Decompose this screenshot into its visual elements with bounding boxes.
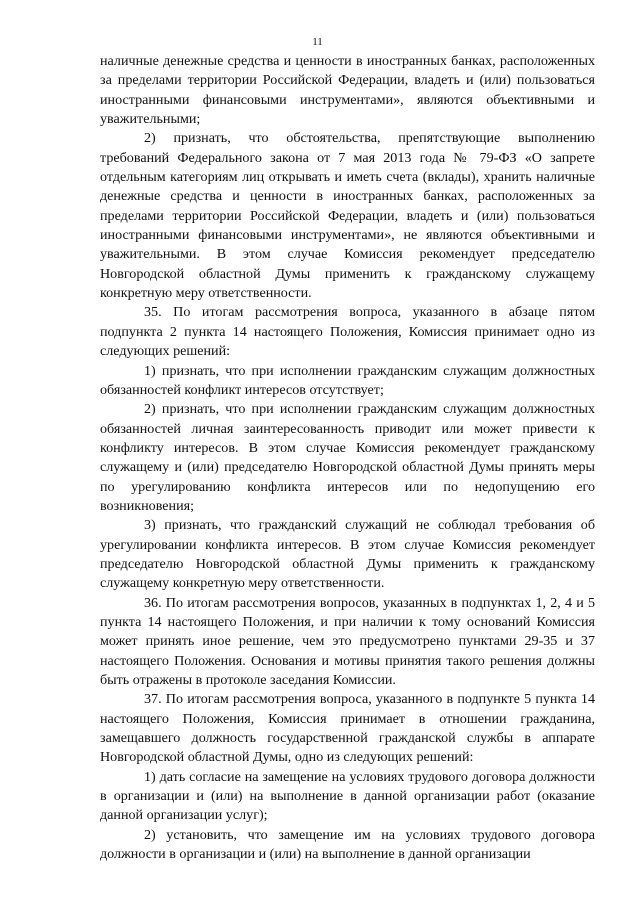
paragraph-37: 37. По итогам рассмотрения вопроса, указанного в подпункте 5 пункта 14 настоящего Положения, Комиссия принимает в отношении гражданина, замещавшего должность государственной гражданской службы в аппарате Новгородской областной Думы, одно из следующих решений: — [100, 691, 595, 766]
paragraph-continuation: наличные денежные средства и ценности в иностранных банках, расположенных за пределами территории Российской Федерации, владеть и (или) пользоваться иностранными финансовыми инструментами», являются объективными и уважительными; — [100, 53, 595, 128]
document-body — [100, 52, 595, 864]
page-number: 11 — [312, 36, 323, 48]
paragraph-35-item-3: 3) признать, что гражданский служащий не соблюдал требования об урегулировании конфликта интересов. В этом случае Комиссия рекомендует председателю Новгородской областной Думы применить к гражданскому служащему конкретную меру ответственности. — [100, 517, 595, 592]
paragraph-37-item-1: 1) дать согласие на замещение на условиях трудового договора должности в организации и (или) на выполнение в данной организации работ (оказание данной организации услуг); — [100, 768, 595, 824]
paragraph-35-item-2: 2) признать, что при исполнении гражданским служащим должностных обязанностей личная заинтересованность приводит или может привести к конфликту интересов. В этом случае Комиссия рекомендует гражданскому служащему и (или) председателю Новгородской областной Думы принять меры по урегулированию конфликта интересов или по недопущению его возникновения; — [100, 401, 595, 514]
paragraph-35: 35. По итогам рассмотрения вопроса, указанного в абзаце пятом подпункта 2 пункта 14 настоящего Положения, Комиссия принимает одно из следующих решений: — [100, 304, 595, 360]
paragraph-36: 36. По итогам рассмотрения вопросов, указанных в подпунктах 1, 2, 4 и 5 пункта 14 настоящего Положения, и при наличии к тому оснований Комиссия может принять иное решение, чем это предусмотрено пунктами 29-35 и 37 настоящего Положения. Основания и мотивы принятия такого решения должны быть отражены в протоколе заседания Комиссии. — [100, 594, 595, 688]
paragraph-item-2-objective: 2) признать, что обстоятельства, препятствующие выполнению требований Федерального закона от 7 мая 2013 года № 79-ФЗ «О запрете отдельным категориям лиц открывать и иметь счета (вклады), хранить наличные денежные средства и ценности в иностранных банках, расположенных за пределами территории Российской Федерации, владеть и (или) пользоваться иностранными финансовыми инструментами», не являются объективными и уважительными. В этом случае Комиссия рекомендует председателю Новгородской областной Думы применить к гражданскому служащему конкретную меру ответственности. — [100, 130, 595, 302]
paragraph-35-item-1: 1) признать, что при исполнении гражданским служащим должностных обязанностей конфликт интересов отсутствует; — [100, 362, 595, 398]
paragraph-37-item-2: 2) установить, что замещение им на условиях трудового договора должности в организации и (или) на выполнение в данной организации — [100, 826, 595, 863]
